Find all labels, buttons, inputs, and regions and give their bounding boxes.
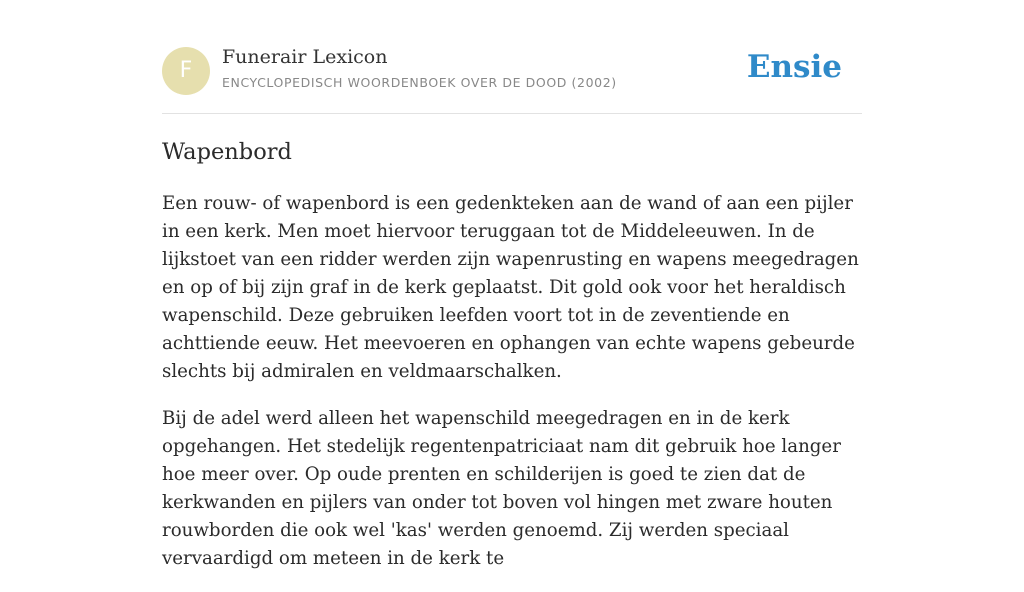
header-divider bbox=[162, 113, 862, 114]
term-title: Wapenbord bbox=[162, 139, 292, 165]
page bbox=[162, 0, 862, 569]
definition-paragraph: Bij de adel werd alleen het wapenschild meegedragen en in de kerk opgehangen. Het stedelijk regentenpatriciaat nam dit gebruik hoe langer hoe meer over. Op oude prenten en schilderijen is goed te zien dat de kerkwanden en pijlers van onder tot boven vol hingen met zware houten rouwborden die ook wel 'kas' werden genoemd. Zij werden speciaal vervaardigd om meteen in de kerk te bbox=[162, 408, 841, 569]
definition-paragraph: Een rouw- of wapenbord is een gedenkteken aan de wand of aan een pijler in een kerk. Men moet hiervoor teruggaan tot de Middeleeuwen. In de lijkstoet van een ridder werden zijn wapenrusting en wapens meegedragen en op of bij zijn graf in de kerk geplaatst. Dit gold ook voor het heraldisch wapenschild. Deze gebruiken leefden voort tot in de zeventiende en achttiende eeuw. Het meevoeren en ophangen van echte wapens gebeurde slechts bij admiralen en veldmaarschalken. bbox=[162, 193, 859, 382]
source-title[interactable]: Funerair Lexicon bbox=[222, 46, 388, 68]
definition-body bbox=[162, 190, 867, 592]
ensie-logo-link[interactable]: Ensie bbox=[746, 49, 842, 85]
header bbox=[162, 46, 862, 96]
source-avatar[interactable]: F bbox=[162, 47, 210, 95]
source-subtitle: ENCYCLOPEDISCH WOORDENBOEK OVER DE DOOD (2002) bbox=[222, 75, 617, 90]
